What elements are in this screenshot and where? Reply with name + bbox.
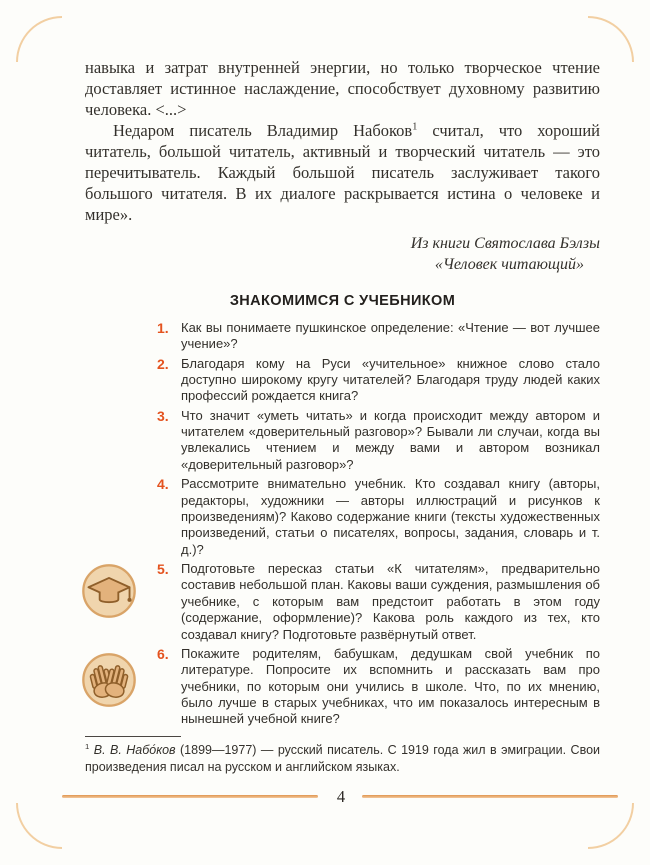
section-heading: ЗНАКОМИМСЯ С УЧЕБНИКОМ — [229, 292, 456, 309]
footnote-rule — [85, 736, 181, 737]
page-number: 4 — [336, 787, 346, 806]
question-number: 2. — [157, 355, 169, 372]
question-item-6 — [157, 646, 600, 728]
footnote — [85, 736, 600, 775]
attribution — [85, 233, 600, 276]
questions-list — [157, 320, 600, 728]
question-item-3 — [157, 408, 600, 474]
hands-icon — [81, 652, 137, 708]
question-number: 3. — [157, 407, 169, 424]
footnote-body: (1899—1977) — русский писатель. С 1919 года жил в эмиграции. Свои произведения писал на русском и английском языках. — [85, 743, 600, 774]
paragraph-text-start: Недаром писатель Владимир Набоков — [113, 120, 413, 140]
paragraph-text-end: считал, что хороший читатель, большой читатель, активный и творческий читатель — это перечитыватель. Каждый большой писатель заслуживает такого большого читателя. В их диалоге раскрывается истина о человеке и мире». — [85, 120, 600, 224]
question-number: 1. — [157, 319, 169, 336]
graduation-cap-icon — [81, 563, 137, 619]
footnote-name: В. В. Набо́ков — [89, 743, 176, 757]
question-item-1 — [157, 320, 600, 353]
question-item-4 — [157, 476, 600, 558]
attribution-title: «Человек читающий» — [434, 256, 584, 274]
footnote-marker: 1 — [85, 741, 90, 751]
question-text: Что значит «уметь читать» и когда происходит между автором и читателем «доверительный разговор»? Бывали ли случаи, когда вы увлекались чтением и между вами и автором возникал «доверительный разговор»? — [181, 407, 600, 472]
corner-ornament-bottom-left — [16, 803, 62, 849]
question-text: Подготовьте пересказ статьи «К читателям», предварительно составив небольшой план. Каковы ваши суждения, размышления об учебнике, с которым вам предстоит работать в этом году (содержание, оформление)? Какова роль каждого из тех, кто создавал книгу? Подготовьте развёрнутый ответ. — [181, 561, 600, 642]
question-text: Рассмотрите внимательно учебник. Кто создавал книгу (авторы, редакторы, художники — авторы иллюстраций и рисунков к произведениям)? Каково содержание книги (тексты художественных произведений, статьи о писателях, вопросы, задания, словарь и т. д.)? — [181, 476, 600, 557]
question-item-2 — [157, 356, 600, 405]
corner-ornament-bottom-right — [588, 803, 634, 849]
attribution-source: Из книги Святослава Бэлзы — [410, 234, 600, 252]
footer-rule-right — [362, 795, 618, 798]
question-text: Покажите родителям, бабушкам, дедушкам свой учебник по литературе. Попросите их вспомнить и рассказать вам про учебники, по которым они учились в школе. Что, по их мнению, было лучше в старых учебниках, что им показалось интересным в нынешней учебной книге? — [181, 645, 600, 727]
footer-rule-left — [62, 795, 318, 798]
question-text: Благодаря кому на Руси «учительное» книжное слово стало доступно широкому кругу читателей? Благодаря труду людей каких профессий рождается книга? — [181, 355, 600, 404]
question-number: 6. — [157, 645, 169, 662]
question-text: Как вы понимаете пушкинское определение: «Чтение — вот лучшее учение»? — [181, 319, 600, 352]
question-item-5 — [157, 561, 600, 643]
footnote-reference: 1 — [412, 121, 418, 133]
page-footer — [0, 787, 650, 809]
footnote-text — [85, 742, 600, 775]
question-number: 4. — [157, 476, 169, 493]
paragraph-nabokov — [85, 121, 600, 226]
paragraph-continuation: навыка и затрат внутренней энергии, но только творческое чтение доставляет истинное наслаждение, способствует духовному развитию человека. <...> — [85, 58, 600, 119]
question-number: 5. — [157, 561, 169, 578]
